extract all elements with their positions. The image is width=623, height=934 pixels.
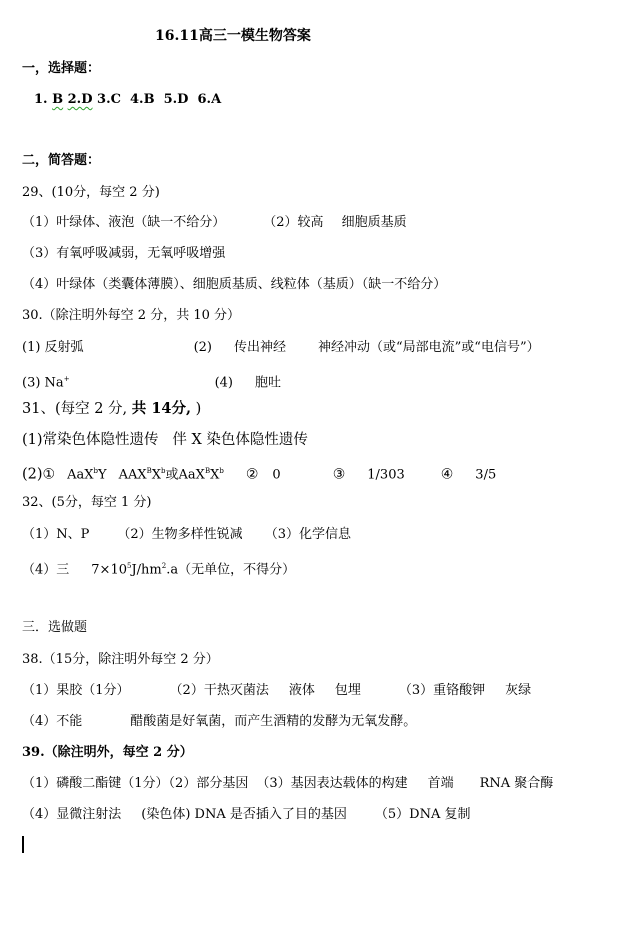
q31-genotype-1b: Y — [98, 467, 107, 483]
q31-circle-4: ④ — [440, 466, 454, 483]
text-cursor — [22, 836, 24, 853]
q32-answer-4c-sup: 2 — [161, 562, 167, 570]
q31-heading-b: 共 14分, — [131, 400, 192, 417]
q29-line-1 — [22, 214, 407, 232]
q31-heading — [22, 400, 201, 418]
q32-answer-1: （1）N、P — [22, 527, 90, 542]
q31-value-2: 0 — [272, 467, 281, 483]
q31-genotype-2a: AAX — [118, 467, 147, 483]
q29-answer-2b: 细胞质基质 — [341, 215, 407, 230]
q31-genotype-3-sup2: b — [219, 467, 224, 475]
q31-genotype-3a: AaX — [178, 467, 205, 483]
q38-line-2 — [22, 713, 416, 731]
q39-answer-5: （5）DNA 复制 — [374, 807, 471, 822]
answer-1-label: 1. — [34, 92, 48, 107]
q32-line-1 — [22, 526, 351, 544]
q32-heading: 32、(5分，每空 1 分) — [22, 495, 152, 510]
q39-answer-3a: （3）基因表达载体的构建 — [256, 776, 408, 791]
q30-answer-2-label: (2) — [193, 340, 212, 355]
q30-answer-3: (3) Na — [22, 375, 64, 391]
q38-answer-1: （1）果胶（1分） — [22, 683, 130, 698]
q38-answer-2c: 包埋 — [334, 683, 361, 698]
q29-line-2: （3）有氧呼吸减弱，无氧呼吸增强 — [22, 246, 226, 261]
q30-line-2 — [22, 370, 281, 392]
q38-line-1 — [22, 682, 531, 700]
q31-value-4: 3/5 — [475, 467, 497, 483]
q38-answer-4a: （4）不能 — [22, 714, 83, 729]
q32-answer-4d: .a（无单位，不得分） — [166, 562, 296, 578]
q29-answer-2: （2）较高 — [263, 215, 324, 230]
q30-answer-2a: 传出神经 — [233, 340, 286, 355]
q30-answer-4-label: (4) — [214, 375, 233, 391]
q32-answer-4: （4）三 — [22, 562, 70, 578]
q38-answer-3b: 灰绿 — [505, 683, 532, 698]
section-1-heading: 一，选择题： — [22, 61, 101, 76]
q39-answer-3c: RNA 聚合酶 — [479, 776, 554, 791]
q31-genotype-2b: X — [151, 467, 162, 483]
q31-genotype-3-sup1: B — [204, 467, 211, 475]
q31-circle-1: ① — [42, 466, 56, 483]
q31-circle-2: ② — [245, 466, 259, 483]
q31-line-1: (1)常染色体隐性遗传 伴 X 染色体隐性遗传 — [22, 432, 308, 448]
q32-answer-4b: 7×10 — [91, 562, 127, 578]
q39-answer-4a: （4）显微注射法 — [22, 807, 122, 822]
q38-answer-2a: （2）干热灭菌法 — [169, 683, 269, 698]
q32-answer-3: （3）化学信息 — [264, 527, 351, 542]
q31-heading-c: ) — [195, 401, 202, 417]
q32-line-2 — [22, 557, 295, 579]
answer-2: 2.D — [67, 92, 93, 107]
section-3-heading: 三．选做题 — [22, 620, 88, 635]
q29-answer-1: （1）叶绿体、液泡（缺一不给分） — [22, 215, 226, 230]
q31-part-2-label: (2) — [22, 466, 43, 483]
q31-genotype-3b: X — [210, 467, 220, 483]
answer-1-value: B — [52, 92, 64, 107]
q31-heading-a: 31、(每空 2 分, — [22, 401, 128, 417]
q30-answer-2b: 神经冲动（或“局部电流”或“电信号”） — [318, 340, 540, 355]
q30-heading: 30.（除注明外每空 2 分，共 10 分） — [22, 308, 241, 323]
q29-line-3: （4）叶绿体（类囊体薄膜）、细胞质基质、线粒体（基质）（缺一不给分） — [22, 277, 447, 292]
q29-heading: 29、(10分，每空 2 分) — [22, 185, 160, 200]
section-2-heading: 二，简答题： — [22, 153, 101, 168]
document-title: 16.11高三一模生物答案 — [155, 28, 311, 44]
q30-answer-3-sup: + — [63, 375, 70, 383]
q31-genotype-2-sup2: b — [161, 467, 166, 475]
q31-value-3: 1/303 — [367, 467, 405, 483]
q39-answer-4b: (染色体) DNA 是否插入了目的基因 — [141, 807, 347, 822]
answers-rest: 3.C 4.B 5.D 6.A — [97, 92, 222, 107]
q31-genotype-1-sup: b — [93, 467, 98, 475]
q39-answer-2: （2）部分基因 — [168, 776, 249, 791]
q30-line-1 — [22, 339, 540, 357]
q38-answer-4b: 醋酸菌是好氧菌，而产生酒精的发酵为无氧发酵。 — [130, 714, 417, 729]
q32-answer-4c: J/hm — [131, 562, 162, 578]
q38-heading: 38.（15分，除注明外每空 2 分） — [22, 652, 219, 667]
q39-answer-1: （1）磷酸二酯键（1分） — [22, 776, 169, 791]
q32-answer-4b-sup: 5 — [127, 562, 132, 570]
q39-line-1 — [22, 775, 553, 793]
q31-genotype-1a: AaX — [67, 467, 94, 483]
q38-answer-3a: （3）重铬酸钾 — [398, 683, 486, 698]
q31-or: 或 — [165, 467, 179, 483]
q30-answer-4: 胞吐 — [254, 375, 281, 391]
q38-answer-2b: 液体 — [288, 683, 315, 698]
q39-heading: 39.（除注明外，每空 2 分） — [22, 745, 193, 760]
choice-answers — [34, 91, 221, 109]
q31-circle-3: ③ — [332, 466, 346, 483]
q31-genotype-2-sup1: B — [146, 467, 152, 475]
q39-answer-3b: 首端 — [427, 776, 454, 791]
q39-line-2 — [22, 806, 470, 824]
q32-answer-2: （2）生物多样性锐减 — [117, 527, 243, 542]
q31-line-2 — [22, 462, 496, 484]
q30-answer-1: (1) 反射弧 — [22, 340, 84, 355]
